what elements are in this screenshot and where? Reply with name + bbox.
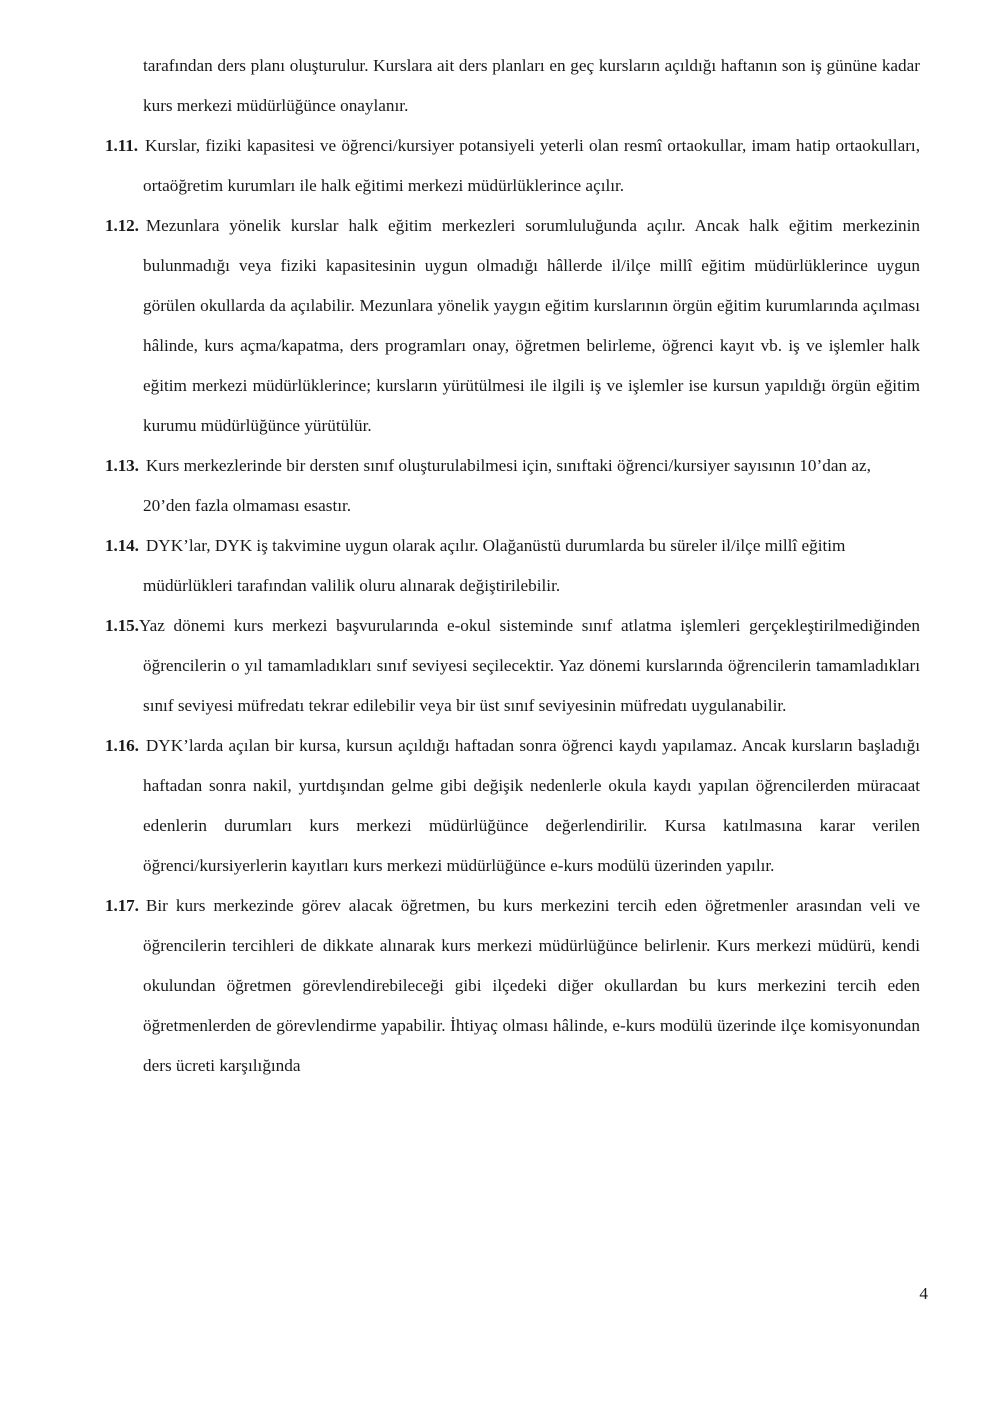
clause-1-14-text: DYK’lar, DYK iş takvimine uygun olarak açılır. Olağanüstü durumlarda bu süreler il/ilçe millî eğitim müdürlükleri tarafından valilik oluru alınarak değiştirilebilir. (143, 536, 846, 595)
clause-1-11-number: 1.11. (105, 136, 138, 155)
clause-1-15 (105, 606, 920, 726)
clause-1-15-text: Yaz dönemi kurs merkezi başvurularında e-okul sisteminde sınıf atlatma işlemleri gerçekleştirilmediğinden öğrencilerin o yıl tamamladıkları sınıf seviyesi seçilecektir. Yaz dönemi kurslarında öğrencilerin tamamladıkları sınıf seviyesi müfredatı tekrar edilebilir veya bir üst sınıf seviyesinin müfredatı uygulanabilir. (138, 616, 920, 715)
page-number: 4 (919, 1284, 928, 1303)
clause-1-16 (105, 726, 920, 886)
clause-1-14 (105, 526, 920, 606)
clause-1-12-number: 1.12. (105, 216, 139, 235)
document-body (105, 46, 920, 1086)
clause-1-13-text: Kurs merkezlerinde bir dersten sınıf oluşturulabilmesi için, sınıftaki öğrenci/kursiyer sayısının 10’dan az, 20’den fazla olmaması esastır. (143, 456, 871, 515)
clause-1-15-number: 1.15. (105, 616, 139, 635)
clause-1-16-number: 1.16. (105, 736, 139, 755)
clause-1-17 (105, 886, 920, 1086)
clause-1-16-text: DYK’larda açılan bir kursa, kursun açıldığı haftadan sonra öğrenci kaydı yapılamaz. Ancak kursların başladığı haftadan sonra nakil, yurtdışından gelme gibi değişik nedenlerle okula kaydı yapılan öğrencilerden müracaat edenlerin durumları kurs merkezi müdürlüğünce değerlendirilir. Kursa katılmasına karar verilen öğrenci/kursiyerlerin kayıtları kurs merkezi müdürlüğünce e-kurs modülü üzerinden yapılır. (143, 736, 920, 875)
clause-1-17-number: 1.17. (105, 896, 139, 915)
intro-paragraph (105, 46, 920, 126)
clause-1-11-text: Kurslar, fiziki kapasitesi ve öğrenci/kursiyer potansiyeli yeterli olan resmî ortaokullar, imam hatip ortaokulları, ortaöğretim kurumları ile halk eğitimi merkezi müdürlüklerince açılır. (143, 136, 920, 195)
clause-1-11 (105, 126, 920, 206)
clause-1-17-text: Bir kurs merkezinde görev alacak öğretmen, bu kurs merkezini tercih eden öğretmenler arasından veli ve öğrencilerin tercihleri de dikkate alınarak kurs merkezi müdürlüğünce belirlenir. Kurs merkezi müdürü, kendi okulundan öğretmen görevlendirebileceği gibi ilçedeki diğer okullardan bu kurs merkezini tercih eden öğretmenlerden de görevlendirme yapabilir. İhtiyaç olması hâlinde, e-kurs modülü üzerinde ilçe komisyonundan ders ücreti karşılığında (143, 896, 920, 1075)
clause-1-13-number: 1.13. (105, 456, 139, 475)
clause-1-13 (105, 446, 920, 526)
clause-1-12-text: Mezunlara yönelik kurslar halk eğitim merkezleri sorumluluğunda açılır. Ancak halk eğitim merkezinin bulunmadığı veya fiziki kapasitesinin uygun olmadığı hâllerde il/ilçe millî eğitim müdürlüklerince uygun görülen okullarda da açılabilir. Mezunlara yönelik yaygın eğitim kurslarının örgün eğitim kurumlarında açılması hâlinde, kurs açma/kapatma, ders programları onay, öğretmen belirleme, öğrenci kayıt vb. iş ve işlemler halk eğitim merkezi müdürlüklerince; kursların yürütülmesi ile ilgili iş ve işlemler ise kursun yapıldığı örgün eğitim kurumu müdürlüğünce yürütülür. (143, 216, 920, 435)
clause-1-14-number: 1.14. (105, 536, 139, 555)
clause-1-12 (105, 206, 920, 446)
intro-paragraph-text: tarafından ders planı oluşturulur. Kurslara ait ders planları en geç kursların açıldığı haftanın son iş gününe kadar kurs merkezi müdürlüğünce onaylanır. (143, 56, 920, 115)
